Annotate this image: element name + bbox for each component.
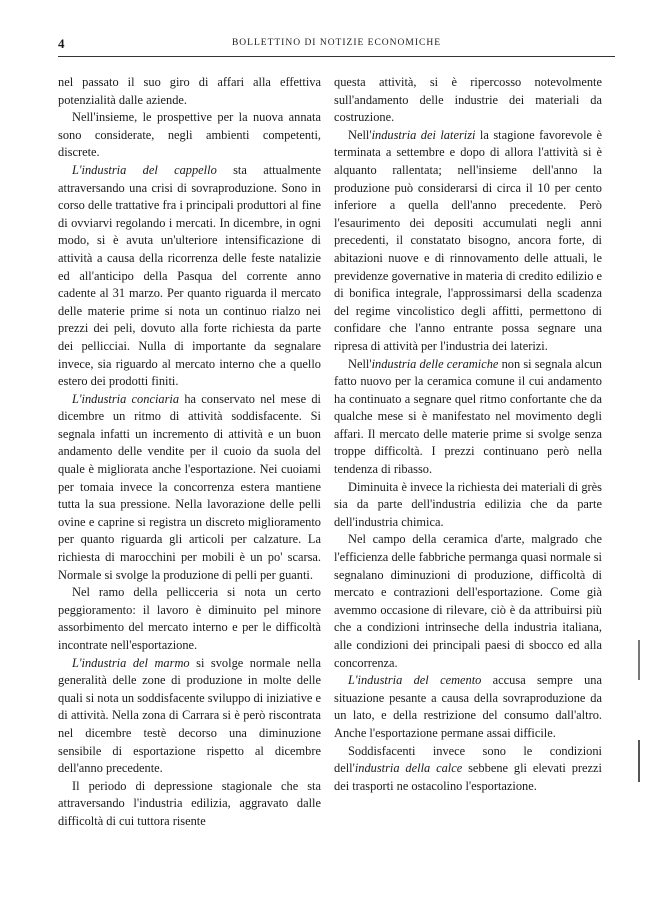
paragraph: Nell'insieme, le prospettive per la nuova annata sono considerate, negli ambienti competenti, discrete. bbox=[58, 110, 321, 160]
paragraph-text: la stagione favorevole è terminata a settembre e dopo di allora l'attività si è alquanto rallentata; nell'insieme dell'anno la produzione può considerarsi di circa il 10 per cento inferiore a quella dell'anno precedente. Però l'esaurimento dei depositi accumulati negli anni precedenti, il constatato bisogno, ancora forte, di abitazioni nuove e di rinnovamento delle attuali, le previdenze governative in materia di credito edilizio e di bonifica integrale, l'approssimarsi della scadenza del regime vincolistico degli affitti, permettono di confidare che l'anno entrante possa segnare una ripresa di attività per l'industria dei laterizi. bbox=[334, 127, 603, 353]
paragraph-text: accusa sempre una situazione pesante a causa della sovraproduzione da un lato, e della restrizione del consumo dall'altro. Anche l'esportazione permane assai difficile. bbox=[334, 673, 602, 740]
section-heading-italic: industria delle ceramiche bbox=[371, 356, 499, 371]
paragraph: Nel ramo della pellicceria si nota un certo peggioramento: il lavoro è diminuito pel minore assorbimento del mercato interno e per le difficoltà incontrate nell'esportazione. bbox=[58, 585, 321, 652]
paragraph-text: non si segnala alcun fatto nuovo per la ceramica comune il cui andamento ha continuato a segnare quel ritmo confortante che da qualche mese si è manifestato nel movimento degli affari. Il mercato delle materie prime si svolge senza troppe difficoltà. I prezzi continuano però nella tendenza di ribasso. bbox=[334, 356, 602, 477]
paragraph: Nel campo della ceramica d'arte, malgrado che l'efficienza delle fabbriche permanga quasi normale si segnalano diminuzioni di produzione, difficoltà di mercato e contrazioni dell'esportazione. Come già avemmo occasione di rilevare, ciò è da attribuirsi più che a condizioni intrinseche della industria italiana, alle condizioni dei principali paesi di sbocco ed alla concorrenza. bbox=[334, 532, 602, 670]
section-heading-italic: industria dei laterizi bbox=[371, 127, 476, 142]
paragraph bbox=[334, 356, 602, 479]
margin-mark bbox=[638, 740, 640, 782]
paragraph-text: ha conservato nel mese di dicembre un ritmo di attività soddisfacente. Si segnala infatti un incremento di attività e un buon andamento delle vendite per il cuoio da suola del quale è migliorata anche l'esportazione. Nei cuoiami per tomaia invece la concorrenza estera mantiene tutta la sua pressione. Nella lavorazione delle pelli ovine e caprine si registra un discreto miglioramento per quanto riguarda gli articoli per calzature. La richiesta di marocchini per mobili è un po' scarsa. Normale si svolge la produzione di pelli per guanti. bbox=[58, 391, 321, 582]
paragraph bbox=[334, 127, 602, 356]
paragraph bbox=[334, 743, 602, 796]
section-heading-italic: L'industria del marmo bbox=[72, 655, 190, 670]
left-column bbox=[58, 74, 321, 831]
paragraph-text: Soddisfacenti invece sono le condizioni dell' bbox=[334, 743, 602, 776]
paragraph bbox=[58, 391, 321, 585]
paragraph: Il periodo di depressione stagionale che sta attraversando l'industria edilizia, aggravato dalle difficoltà di cui tuttora risente bbox=[58, 778, 321, 828]
page-header bbox=[58, 36, 615, 57]
paragraph-text: Nell' bbox=[348, 127, 372, 142]
paragraph bbox=[334, 672, 602, 742]
paragraph bbox=[58, 655, 321, 778]
paragraph bbox=[58, 162, 321, 391]
right-column bbox=[334, 74, 602, 795]
paragraph-text: sebbene gli elevati prezzi dei trasporti ne ostacolino l'esportazione. bbox=[334, 761, 602, 793]
section-heading-italic: L'industria conciaria bbox=[72, 391, 180, 406]
section-heading-italic: L'industria del cemento bbox=[348, 673, 482, 688]
running-title: BOLLETTINO DI NOTIZIE ECONOMICHE bbox=[231, 38, 442, 48]
paragraph-text: Nell' bbox=[348, 356, 372, 371]
section-heading-italic: industria della calce bbox=[354, 761, 463, 776]
paragraph: Diminuita è invece la richiesta dei materiali di grès sia da parte dell'industria edilizia che da parte dell'industria chimica. bbox=[334, 479, 602, 529]
section-heading-italic: L'industria del cappello bbox=[72, 162, 217, 177]
page-number: 4 bbox=[58, 36, 65, 51]
paragraph: questa attività, si è ripercosso notevolmente sull'andamento delle industrie dei materiali da costruzione. bbox=[334, 75, 602, 125]
paragraph-text: sta attualmente attraversando una crisi di sovraproduzione. Sono in corso delle trattative fra i principali produttori al fine di ovviarvi regolando i mercati. In dicembre, in ogni modo, si è avuta un'ulteriore intensificazione di attività a causa della ricorrenza delle feste natalizie ed all'anticipo della Pasqua del corrente anno cadente al 31 marzo. Per quanto riguarda il mercato delle materie prime si nota un continuo rialzo nei prezzi dei peli, dovuto alla forte richiesta da parte dei pellicciai. Nulla di importante da segnalare invece, sia riguardo al mercato interno che a quello estero dei prodotti finiti. bbox=[58, 162, 321, 389]
margin-mark bbox=[638, 640, 640, 680]
paragraph-text: si svolge normale nella generalità delle zone di produzione in molte delle quali si nota un soddisfacente sviluppo di iniziative e di attività. Nella zona di Carrara si è però riscontrata nel dicembre testè decorso una diminuzione sensibile di esportazione rispetto al dicembre dell'anno precedente. bbox=[58, 655, 321, 776]
paragraph: nel passato il suo giro di affari alla effettiva potenzialità dalle aziende. bbox=[58, 75, 321, 107]
